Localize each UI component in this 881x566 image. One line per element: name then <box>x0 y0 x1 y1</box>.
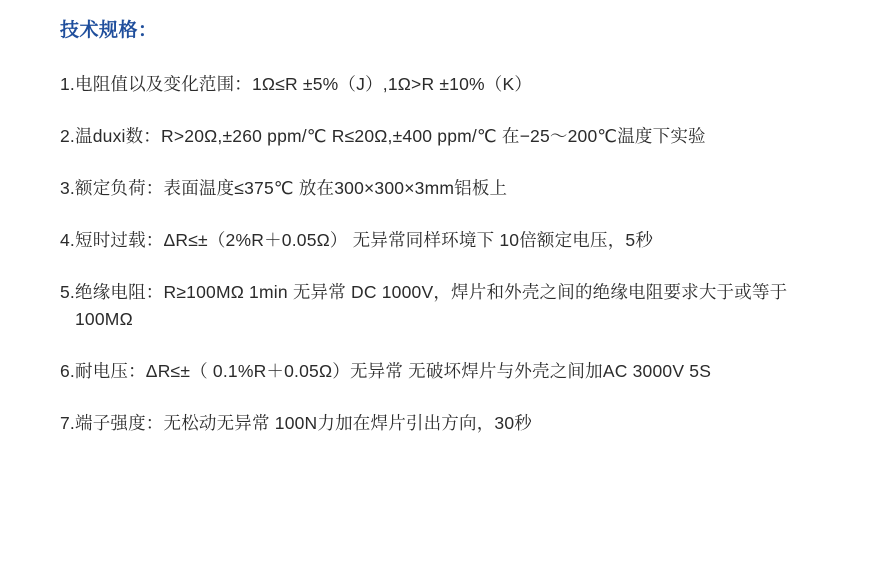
list-item-number: 6. <box>60 361 75 382</box>
list-item <box>60 227 841 254</box>
list-item-text: 耐电压：ΔR≤±（ 0.1%R＋0.05Ω）无异常 无破坏焊片与外壳之间加AC 3000V 5S <box>75 361 712 382</box>
list-item-number: 5. <box>60 282 75 303</box>
list-item-number: 1. <box>60 73 75 94</box>
list-item-text: 短时过载：ΔR≤±（2%R＋0.05Ω） 无异常同样环境下 10倍额定电压，5秒 <box>75 229 654 250</box>
list-item-text: 端子强度：无松动无异常 100N力加在焊片引出方向，30秒 <box>75 413 532 434</box>
specifications-list <box>60 71 841 438</box>
list-item-number: 3. <box>60 177 75 198</box>
list-item <box>60 279 841 333</box>
list-item-text: 温duxi数：R>20Ω,±260 ppm/℃ R≤20Ω,±400 ppm/℃ 在−25～200℃温度下实验 <box>75 125 706 146</box>
list-item <box>60 71 841 98</box>
list-item <box>60 123 841 150</box>
list-item <box>60 175 841 202</box>
list-item-number: 7. <box>60 413 75 434</box>
list-item <box>60 410 841 437</box>
list-item-text: 绝缘电阻：R≥100MΩ 1min 无异常 DC 1000V，焊片和外壳之间的绝缘电阻要求大于或等于100MΩ <box>75 282 788 330</box>
page-title: 技术规格： <box>60 20 158 41</box>
list-item-text: 电阻值以及变化范围：1Ω≤R ±5%（J）,1Ω>R ±10%（K） <box>75 73 533 94</box>
list-item-number: 4. <box>60 229 75 250</box>
list-item-text: 额定负荷：表面温度≤375℃ 放在300×300×3mm铝板上 <box>75 177 508 198</box>
list-item <box>60 358 841 385</box>
list-item-number: 2. <box>60 125 75 146</box>
